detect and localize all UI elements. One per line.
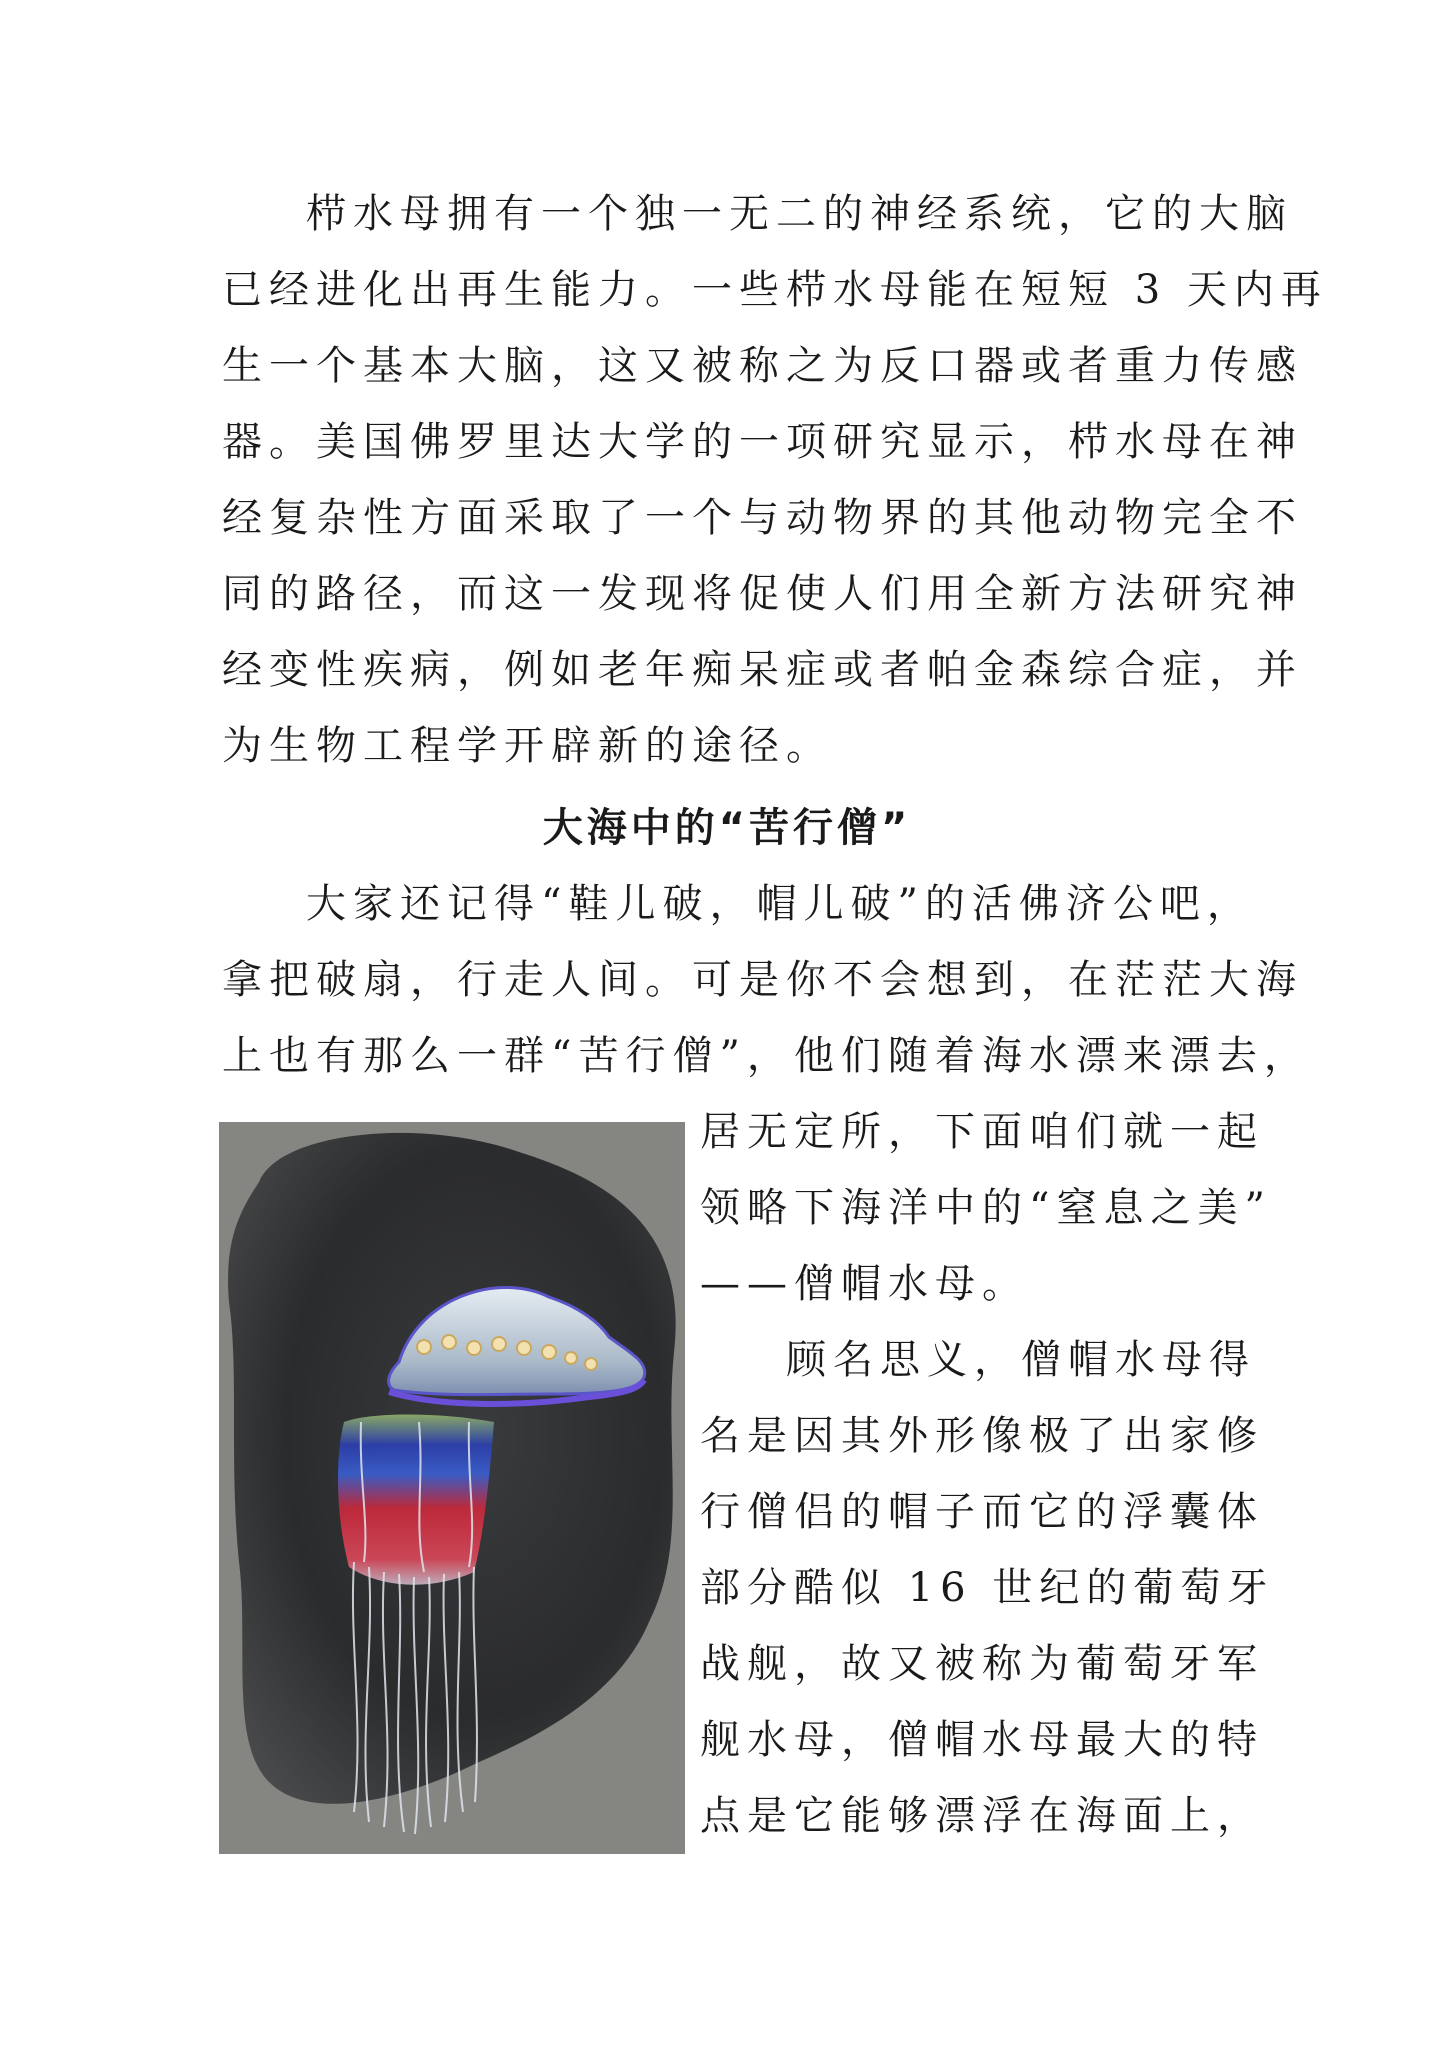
p2-wrap-line-3: ——僧帽水母。	[700, 1261, 1029, 1307]
p1-line-7: 经变性疾病，例如老年痴呆症或者帕金森综合症，并	[222, 647, 1303, 693]
p3-line-3: 行僧侣的帽子而它的浮囊体	[700, 1489, 1264, 1535]
p1-line-4: 器。美国佛罗里达大学的一项研究显示，栉水母在神	[222, 419, 1303, 465]
p2-line-1: 大家还记得“鞋儿破，帽儿破”的活佛济公吧，	[306, 881, 1254, 927]
p3-line-4: 部分酷似 16 世纪的葡萄牙	[700, 1565, 1275, 1611]
jellyfish-painting	[219, 1122, 685, 1854]
p2-line-2: 拿把破扇，行走人间。可是你不会想到，在茫茫大海	[222, 957, 1303, 1003]
p1-line-6: 同的路径，而这一发现将促使人们用全新方法研究神	[222, 571, 1303, 617]
section-heading: 大海中的“苦行僧”	[542, 805, 912, 851]
p3-line-2: 名是因其外形像极了出家修	[700, 1413, 1264, 1459]
p3-line-6: 舰水母，僧帽水母最大的特	[700, 1717, 1264, 1763]
p1-line-3: 生一个基本大脑，这又被称之为反口器或者重力传感	[222, 343, 1303, 389]
p1-line-2: 已经进化出再生能力。一些栉水母能在短短 3 天内再	[222, 267, 1328, 313]
p3-line-7: 点是它能够漂浮在海面上，	[700, 1793, 1264, 1839]
p1-line-5: 经复杂性方面采取了一个与动物界的其他动物完全不	[222, 495, 1303, 541]
p2-wrap-line-2: 领略下海洋中的“窒息之美”	[700, 1185, 1272, 1231]
p2-wrap-line-1: 居无定所，下面咱们就一起	[700, 1109, 1264, 1155]
p3-line-1: 顾名思义，僧帽水母得	[786, 1337, 1256, 1383]
p2-line-3: 上也有那么一群“苦行僧”，他们随着海水漂来漂去，	[222, 1033, 1311, 1079]
p3-line-5: 战舰，故又被称为葡萄牙军	[700, 1641, 1264, 1687]
p1-line-8: 为生物工程学开辟新的途径。	[222, 723, 833, 769]
p1-line-1: 栉水母拥有一个独一无二的神经系统，它的大脑	[306, 191, 1293, 237]
jellyfish-illustration	[219, 1122, 685, 1854]
